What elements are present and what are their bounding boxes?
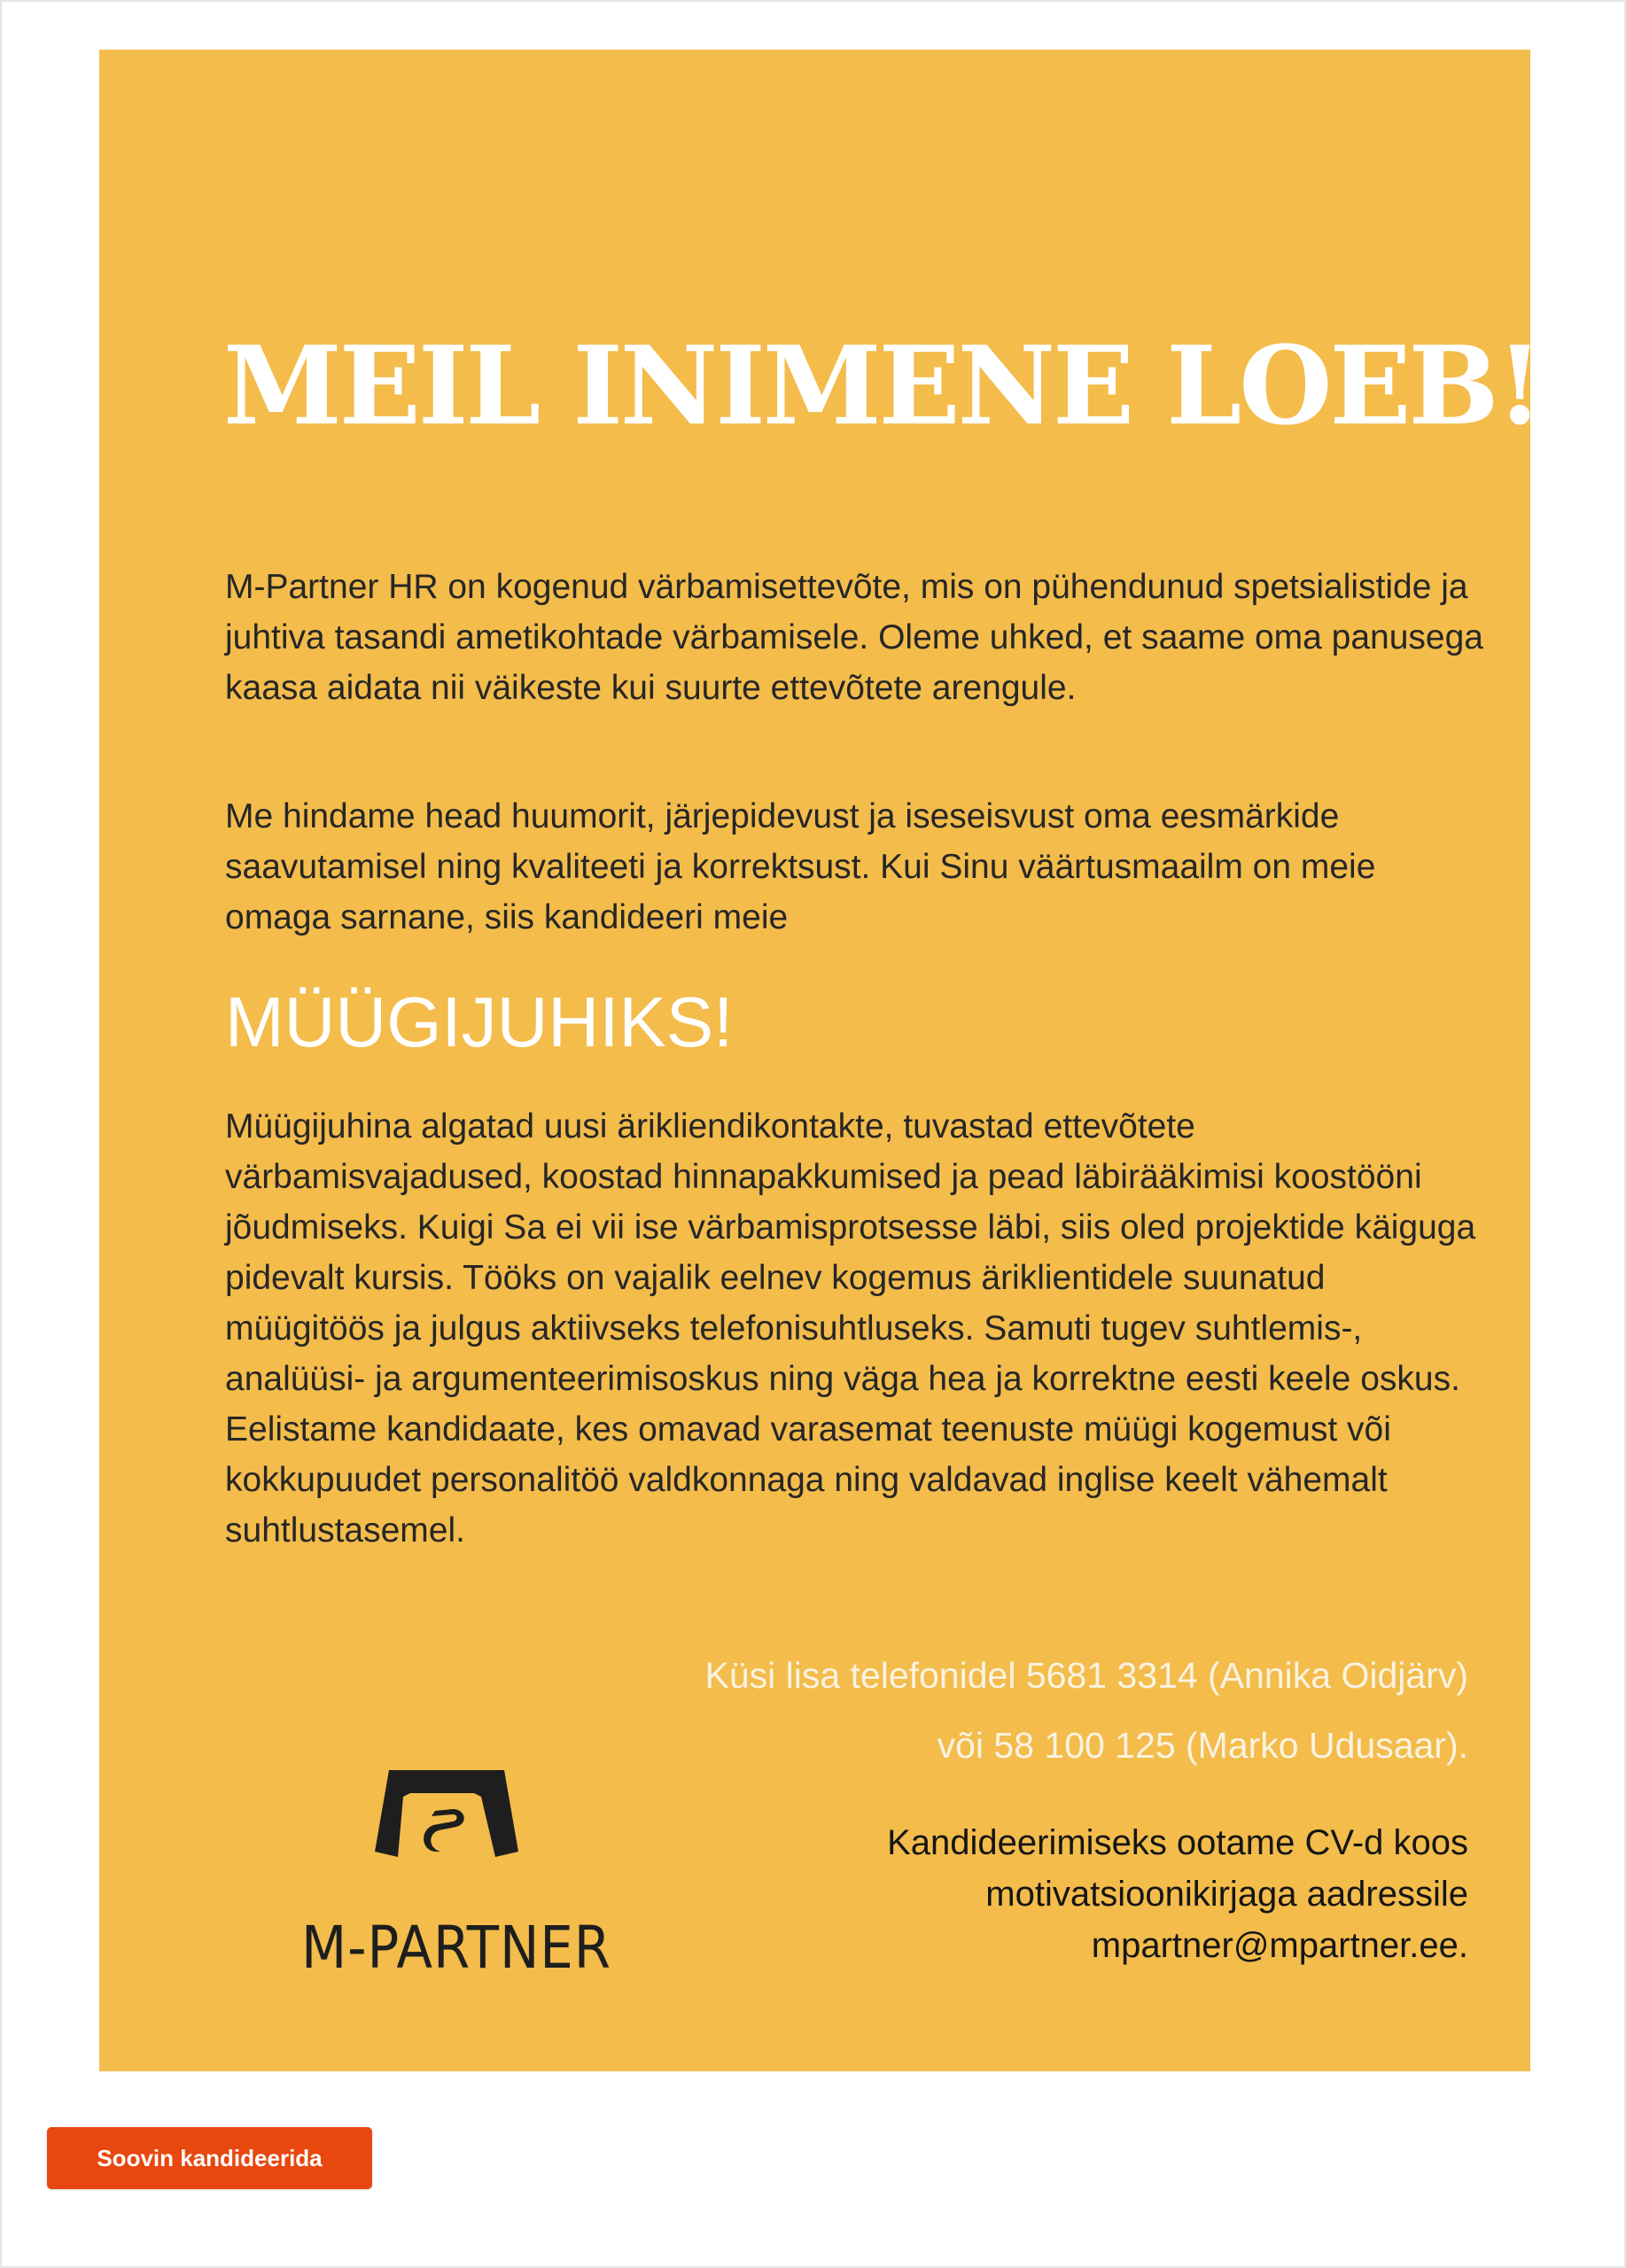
values-paragraph: Me hindame head huumorit, järjepidevust ja iseseisvust oma eesmärkide saavutamisel ning kvaliteeti ja korrektsust. Kui Sinu väärtusmaailm on meie omaga sarnane, siis kandideeri meie xyxy=(225,797,1376,936)
m-partner-logo-icon xyxy=(371,1767,522,1864)
company-logo xyxy=(285,1767,611,1997)
logo-wordmark: M-PARTNER xyxy=(301,1914,611,1982)
intro-paragraph: M-Partner HR on kogenud värbamisettevõte, mis on pühendunud spetsialistide ja juhtiva tasandi ametikohtade värbamisele. Oleme uhked, et saame oma panusega kaasa aidata nii väikeste kui suurte ettevõtete arengule. xyxy=(225,568,1483,707)
job-ad-poster xyxy=(99,50,1541,2071)
poster-headline: MEIL INIMENE LOEB! xyxy=(223,322,1541,449)
job-description: Müügijuhina algatad uusi ärikliendikontakte, tuvastad ettevõtete värbamisvajadused, koostad hinnapakkumised ja pead läbirääkimisi koostööni jõudmiseks. Kuigi Sa ei vii ise värbamisprotsesse läbi, siis oled projektide käiguga pidevalt kursis. Tööks on vajalik eelnev kogemus äriklientidele suunatud müügitöös ja julgus aktiivseks telefonisuhtluseks. Samuti tugev suhtlemis-, analüüsi- ja argumenteerimisoskus ning väga hea ja korrektne eesti keele oskus. Eelistame kandidaate, kes omavad varasemat teenuste müügi kogemust või kokkupuudet personalitöö valdkonnaga ning valdavad inglise keelt vähemalt suhtlustasemel. xyxy=(225,1107,1476,1550)
contact-info: Küsi lisa telefonidel 5681 3314 (Annika Oidjärv) või 58 100 125 (Marko Udusaar). xyxy=(704,1655,1468,1766)
apply-button[interactable]: Soovin kandideerida xyxy=(47,2127,372,2189)
position-title: MÜÜGIJUHIKS! xyxy=(225,983,734,1061)
application-info: Kandideerimiseks ootame CV-d koos motivatsioonikirjaga aadressile mpartner@mpartner.ee. xyxy=(887,1823,1468,1965)
